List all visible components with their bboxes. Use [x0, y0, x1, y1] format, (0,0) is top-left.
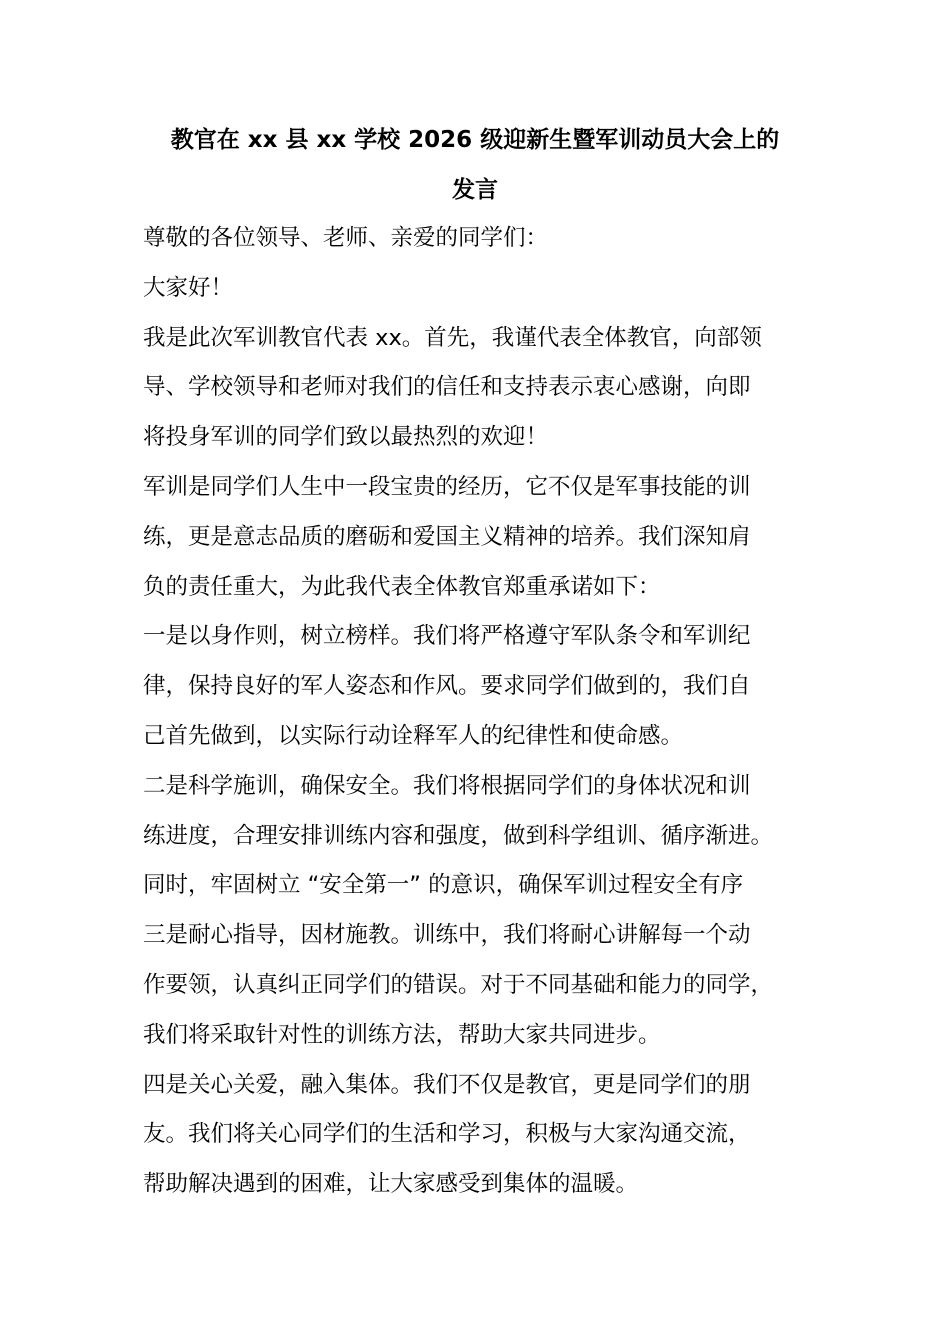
body-line: 我是此次军训教官代表 xx。首先，我谨代表全体教官，向部领: [143, 324, 762, 351]
body-line: 帮助解决遇到的困难，让大家感受到集体的温暖。: [143, 1171, 639, 1198]
body-line: 同时，牢固树立 “安全第一” 的意识，确保军训过程安全有序: [143, 872, 744, 899]
body-line: 作要领，认真纠正同学们的错误。对于不同基础和能力的同学，: [143, 971, 774, 998]
body-line: 负的责任重大，为此我代表全体教官郑重承诺如下：: [143, 573, 661, 600]
body-line: 一是以身作则，树立榜样。我们将严格遵守军队条令和军训纪: [143, 623, 751, 650]
body-line: 二是科学施训，确保安全。我们将根据同学们的身体状况和训: [143, 772, 751, 799]
body-line: 四是关心关爱，融入集体。我们不仅是教官，更是同学们的朋: [143, 1071, 751, 1098]
document-title-line-2: 发言: [452, 177, 498, 203]
body-line: 练，更是意志品质的磨砺和爱国主义精神的培养。我们深知肩: [143, 523, 751, 550]
document-title-line-1: 教官在 xx 县 xx 学校 2026 级迎新生暨军训动员大会上的: [170, 127, 780, 153]
body-line: 我们将采取针对性的训练方法，帮助大家共同进步。: [143, 1021, 661, 1048]
salutation: 尊敬的各位领导、老师、亲爱的同学们：: [143, 225, 549, 251]
body-line: 将投身军训的同学们致以最热烈的欢迎！: [143, 424, 549, 451]
body-line: 练进度，合理安排训练内容和强度，做到科学组训、循序渐进。: [143, 822, 774, 849]
body-line: 军训是同学们人生中一段宝贵的经历，它不仅是军事技能的训: [143, 473, 751, 500]
document-body: [143, 214, 823, 1210]
body-line: 己首先做到，以实际行动诠释军人的纪律性和使命感。: [143, 722, 684, 749]
body-line: 三是耐心指导，因材施教。训练中，我们将耐心讲解每一个动: [143, 922, 751, 949]
body-line: 导、学校领导和老师对我们的信任和支持表示衷心感谢，向即: [143, 374, 751, 401]
greeting: 大家好！: [143, 274, 234, 301]
body-line: 律，保持良好的军人姿态和作风。要求同学们做到的，我们自: [143, 673, 751, 700]
body-line: 友。我们将关心同学们的生活和学习，积极与大家沟通交流，: [143, 1121, 751, 1148]
